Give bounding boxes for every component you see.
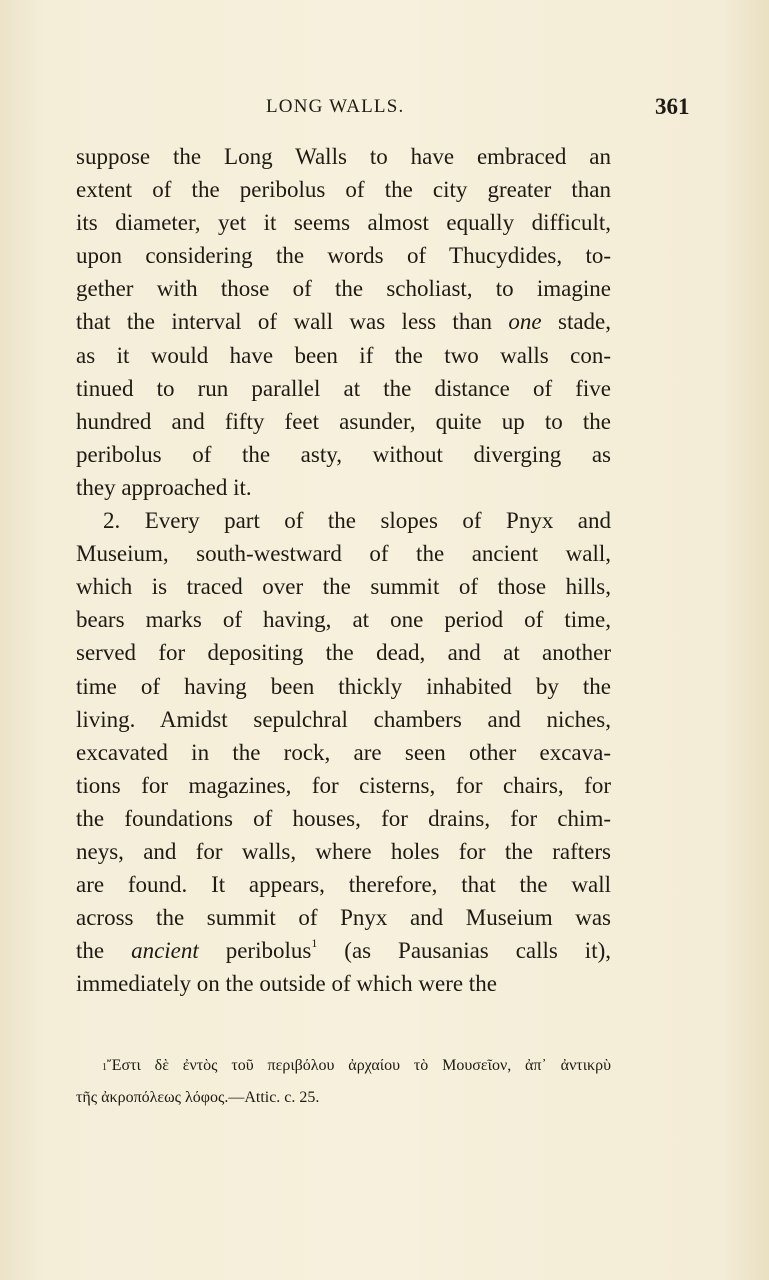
running-title: LONG WALLS.	[266, 96, 405, 117]
text-line: extent of the peribolus of the city greater than	[76, 177, 611, 203]
text-segment: peribolus	[225, 938, 312, 964]
footnote-line	[76, 1050, 611, 1082]
footnote	[76, 1050, 611, 1114]
text-line: as it would have been if the two walls con-	[76, 342, 611, 368]
italic-word: ancient	[131, 938, 199, 964]
footnote-line: τῆς ἀκροπόλεως λόφος.—Attic. c. 25.	[76, 1089, 320, 1106]
text-line: peribolus of the asty, without diverging as	[76, 441, 611, 467]
running-head	[0, 92, 769, 122]
footnote-greek-text: Ἔστι δὲ ἐντὸς τοῦ περιβόλου ἀρχαίου τὸ Μουσεῖον, ἀπ᾽ ἀντικρὺ	[107, 1057, 611, 1074]
text-line: living. Amidst sepulchral chambers and niches,	[76, 706, 611, 732]
text-line: neys, and for walls, where holes for the rafters	[76, 838, 611, 864]
text-line: upon considering the words of Thucydides, to-	[76, 243, 611, 269]
text-line: gether with those of the scholiast, to imagine	[76, 276, 611, 302]
text-line	[76, 934, 611, 967]
page-number: 361	[655, 94, 690, 119]
text-segment: (as Pausanias calls it),	[344, 938, 611, 964]
text-segment: that the interval of wall was less than	[76, 309, 493, 335]
text-line: which is traced over the summit of those hills,	[76, 574, 611, 600]
text-line: served for depositing the dead, and at another	[76, 640, 611, 666]
text-line: its diameter, yet it seems almost equally difficult,	[76, 210, 611, 236]
text-line: they approached it.	[76, 474, 252, 500]
text-line: 2. Every part of the slopes of Pnyx and	[103, 508, 611, 534]
italic-word: one	[508, 309, 542, 335]
text-line: tinued to run parallel at the distance of five	[76, 375, 611, 401]
text-line: suppose the Long Walls to have embraced an	[76, 144, 611, 169]
text-line: immediately on the outside of which were the	[76, 971, 497, 997]
text-line	[76, 305, 611, 338]
text-line: hundred and fifty feet asunder, quite up to the	[76, 408, 611, 434]
text-line: bears marks of having, at one period of time,	[76, 607, 611, 633]
text-line: time of having been thickly inhabited by the	[76, 673, 611, 699]
footnote-reference: 1	[311, 936, 318, 951]
text-line: tions for magazines, for cisterns, for chairs, for	[76, 772, 611, 798]
text-line: the foundations of houses, for drains, for chim-	[76, 805, 611, 831]
body-text	[76, 140, 611, 1000]
text-segment: stade,	[558, 309, 612, 335]
text-line: across the summit of Pnyx and Museium was	[76, 905, 611, 931]
text-line: excavated in the rock, are seen other excava-	[76, 739, 611, 765]
text-line: Museium, south-westward of the ancient wall,	[76, 541, 611, 567]
text-segment	[226, 938, 318, 963]
text-segment: the	[76, 938, 105, 964]
text-line: are found. It appears, therefore, that the wall	[76, 872, 611, 898]
footnote-marker: 1	[102, 1062, 107, 1073]
